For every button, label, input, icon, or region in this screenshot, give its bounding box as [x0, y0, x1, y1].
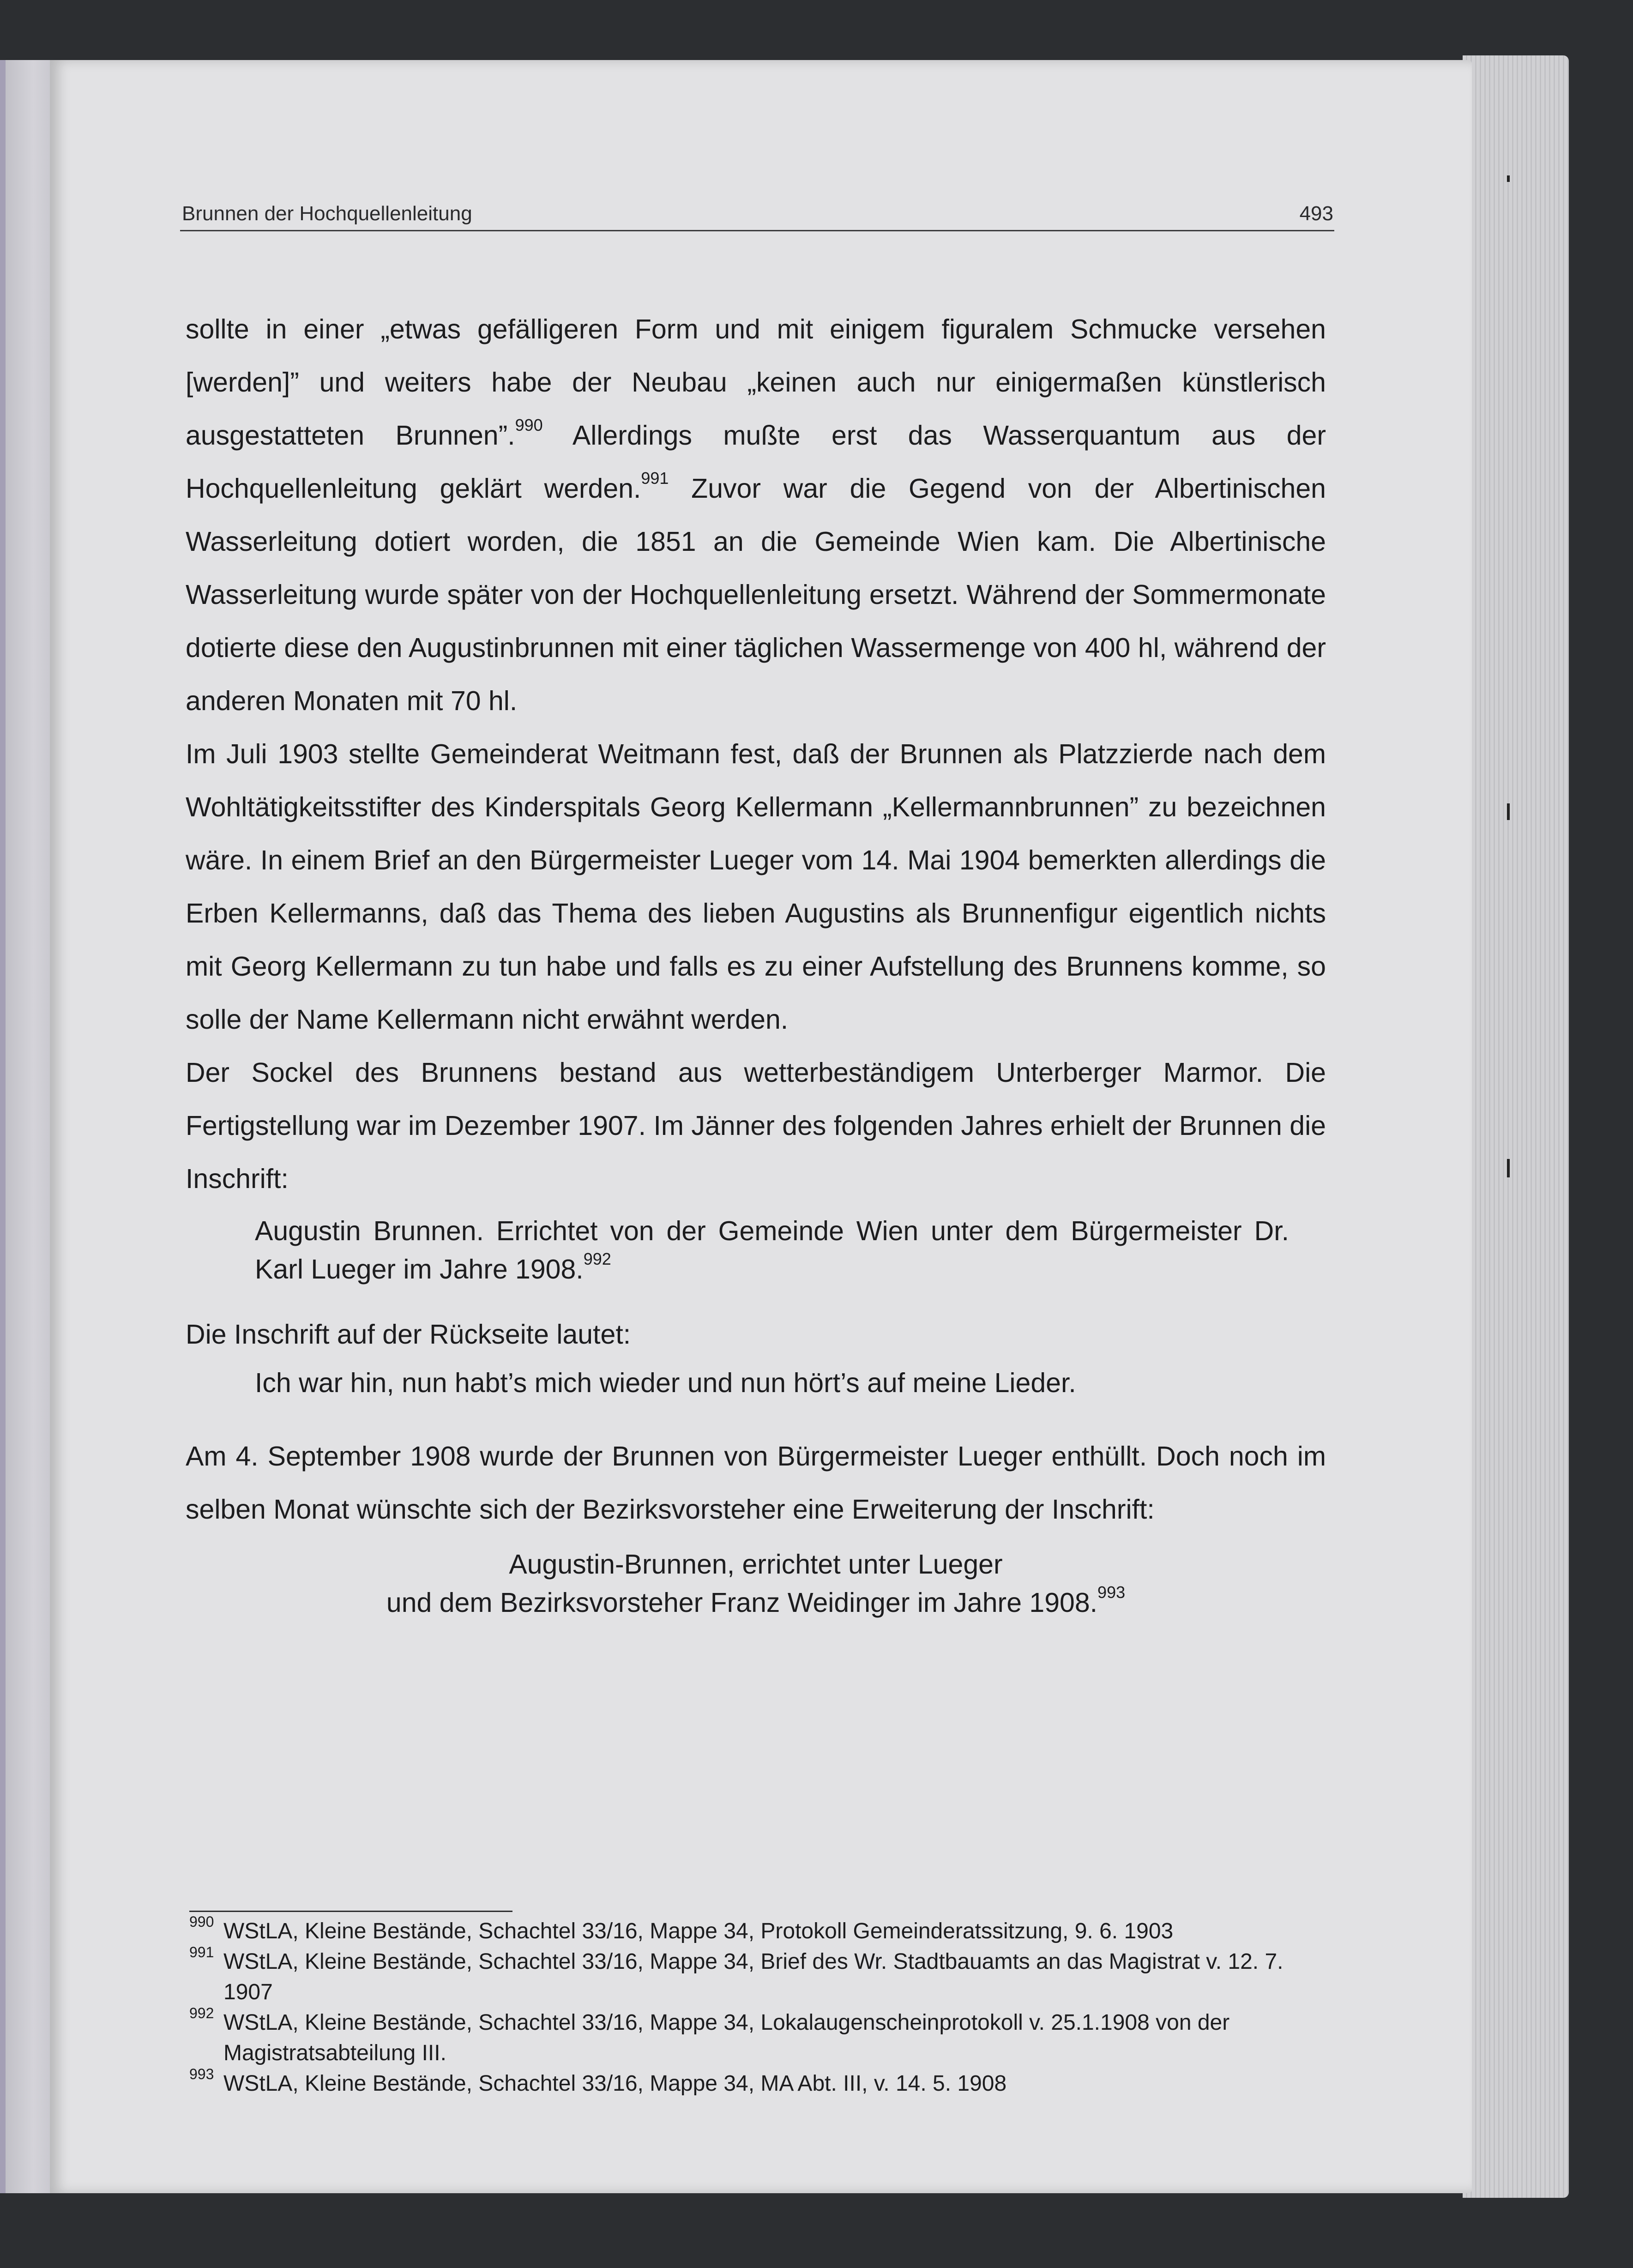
- inscription-quote-1: [186, 1212, 1326, 1289]
- inscription-quote-3-line-1: Augustin-Brunnen, errichtet unter Lueger: [509, 1549, 1003, 1580]
- paragraph-5: Am 4. September 1908 wurde der Brunnen von Bürgermeister Lueger enthüllt. Doch noch im selben Monat wünschte sich der Bezirksvorsteher eine Erweiterung der Inschrift:: [186, 1441, 1326, 1525]
- footnote-text: WStLA, Kleine Bestände, Schachtel 33/16, Mappe 34, Lokalaugenscheinprotokoll v. 25.1.1908 von der Magistratsabteilung III.: [223, 2010, 1230, 2065]
- header-title: Brunnen der Hochquellenleitung: [182, 202, 472, 225]
- footnote-number: 992: [189, 2005, 214, 2021]
- left-page-margin: [0, 60, 6, 2193]
- footnote-990: [189, 1913, 1334, 1947]
- footnote-ref-993[interactable]: 993: [1097, 1583, 1126, 1602]
- footnote-ref-992[interactable]: 992: [583, 1249, 611, 1268]
- inscription-quote-1-text: Augustin Brunnen. Errichtet von der Gemeinde Wien unter dem Bürgermeister Dr. Karl Lueger im Jahre 1908.: [255, 1216, 1289, 1285]
- paragraph-4: Die Inschrift auf der Rückseite lautet:: [186, 1319, 631, 1350]
- footnote-number: 990: [189, 1913, 214, 1930]
- footnote-992: [189, 2005, 1334, 2069]
- paragraph-1-part-b: Allerdings mußte erst das Wasserquantum aus der Hochquellenleitung geklärt werden.: [186, 420, 1326, 504]
- page-number: 493: [1299, 202, 1333, 225]
- inscription-quote-3: [186, 1545, 1326, 1622]
- left-page-edge: [0, 60, 56, 2193]
- paragraph-1-part-c: Zuvor war die Gegend von der Albertinischen Wasserleitung dotiert worden, die 1851 an die Gemeinde Wien kam. Die Albertinische Wasserleitung wurde später von der Hochquellenleitung ersetzt. Während der Sommermonate dotierte diese den Augustinbrunnen mit einer täglichen Wassermenge von 400 hl, während der anderen Monaten mit 70 hl.: [186, 473, 1326, 716]
- inscription-quote-3-line-2: [186, 1584, 1326, 1622]
- page-stack: [1463, 55, 1569, 2198]
- footnote-text: WStLA, Kleine Bestände, Schachtel 33/16, Mappe 34, MA Abt. III, v. 14. 5. 1908: [223, 2071, 1007, 2096]
- running-header: [180, 202, 1334, 231]
- inscription-quote-3-line-2-text: und dem Bezirksvorsteher Franz Weidinger im Jahre 1908.: [386, 1587, 1098, 1618]
- footnote-991: [189, 1944, 1334, 2008]
- footnotes: [189, 1913, 1334, 2099]
- footnote-number: 993: [189, 2066, 214, 2082]
- body-text: [186, 303, 1326, 1622]
- footnote-text: WStLA, Kleine Bestände, Schachtel 33/16, Mappe 34, Brief des Wr. Stadtbauamts an das Magistrat v. 12. 7. 1907: [223, 1949, 1284, 2004]
- paragraph-2: Im Juli 1903 stellte Gemeinderat Weitmann fest, daß der Brunnen als Platzzierde nach dem Wohltätigkeitsstifter des Kinderspitals Georg Kellermann „Kellermannbrunnen” zu bezeichnen wäre. In einem Brief an den Bürgermeister Lueger vom 14. Mai 1904 bemerkten allerdings die Erben Kellermanns, daß das Thema des lieben Augustins als Brunnenfigur eigentlich nichts mit Georg Kellermann zu tun habe und falls es zu einer Aufstellung des Brunnens komme, so solle der Name Kellermann nicht erwähnt werden.: [186, 739, 1326, 1035]
- footnote-ref-991[interactable]: 991: [641, 469, 669, 488]
- inscription-quote-2: Ich war hin, nun habt’s mich wieder und nun hört’s auf meine Lieder.: [255, 1368, 1076, 1398]
- page-stack-mark: [1507, 175, 1510, 182]
- paragraph-1-part-a: sollte in einer „etwas gefälligeren Form und mit einigem figuralem Schmucke versehen [werden]” und weiters habe der Neubau „keinen auch nur einigermaßen künstlerisch ausgestatteten Brunnen”.: [186, 314, 1326, 451]
- page-stack-mark: [1507, 1159, 1510, 1177]
- footnote-text: WStLA, Kleine Bestände, Schachtel 33/16, Mappe 34, Protokoll Gemeinderatssitzung, 9. 6. 1903: [223, 1919, 1174, 1943]
- paragraph-3: Der Sockel des Brunnens bestand aus wetterbeständigem Unterberger Marmor. Die Fertigstellung war im Dezember 1907. Im Jänner des folgenden Jahres erhielt der Brunnen die Inschrift:: [186, 1057, 1326, 1194]
- paragraph-1: [186, 303, 1326, 728]
- footnote-divider: [189, 1911, 512, 1912]
- footnote-ref-990[interactable]: 990: [515, 416, 543, 434]
- footnote-number: 991: [189, 1944, 214, 1960]
- footnote-993: [189, 2066, 1334, 2099]
- page-stack-mark: [1507, 803, 1510, 820]
